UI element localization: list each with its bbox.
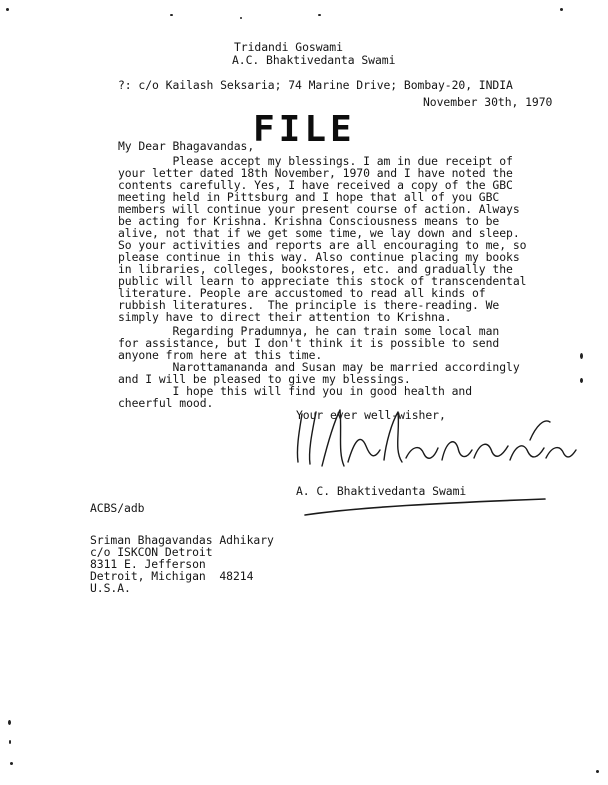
scan-speck [240, 17, 242, 19]
body-line: Narottamananda and Susan may be married accordingly [118, 360, 520, 374]
body-line: for assistance, but I don't think it is possible to send [118, 336, 500, 350]
recipient-line: 8311 E. Jefferson [90, 557, 206, 571]
scan-speck [10, 762, 13, 765]
salutation: My Dear Bhagavandas, [118, 139, 255, 153]
scan-speck [560, 8, 563, 11]
body-line: and I will be pleased to give my blessings. [118, 372, 411, 386]
recipient-line: U.S.A. [90, 581, 131, 595]
body-line: meeting held in Pittsburg and I hope that all of you GBC [118, 190, 500, 204]
file-stamp: FILE [253, 109, 356, 150]
closing: Your ever well-wisher, [296, 408, 446, 422]
body-line: Regarding Pradumnya, he can train some local man [118, 324, 500, 338]
signature-name: A. C. Bhaktivedanta Swami [296, 484, 467, 498]
body-line: alive, not that if we get some time, we lay down and sleep. [118, 226, 520, 240]
body-line: members will continue your present course of action. Always [118, 202, 520, 216]
scan-speck [170, 14, 173, 16]
body-line: in libraries, colleges, bookstores, etc. and gradually the [118, 262, 513, 276]
scan-speck [580, 378, 583, 383]
recipient-line: c/o ISKCON Detroit [90, 545, 213, 559]
body-line: please continue in this way. Also continue placing my books [118, 250, 520, 264]
scan-speck [318, 14, 321, 16]
scan-speck [9, 740, 11, 744]
scan-speck [6, 8, 9, 11]
scan-speck [8, 720, 11, 725]
body-line: public will learn to appreciate this stock of transcendental [118, 274, 527, 288]
letterhead-line-2: A.C. Bhaktivedanta Swami [232, 53, 396, 67]
body-line: contents carefully. Yes, I have received a copy of the GBC [118, 178, 513, 192]
body-line: I hope this will find you in good health and [118, 384, 473, 398]
recipient-line: Detroit, Michigan 48214 [90, 569, 254, 583]
body-line: your letter dated 18th November, 1970 and I have noted the [118, 166, 513, 180]
body-line: simply have to direct their attention to Krishna. [118, 310, 452, 324]
recipient-line: Sriman Bhagavandas Adhikary [90, 533, 274, 547]
body-line: So your activities and reports are all encouraging to me, so [118, 238, 527, 252]
letter-date: November 30th, 1970 [423, 95, 553, 109]
scan-speck [580, 353, 583, 359]
body-line: literature. People are accustomed to read all kinds of [118, 286, 486, 300]
letterhead-line-1: Tridandi Goswami [234, 40, 343, 54]
sender-address: ?: c/o Kailash Seksaria; 74 Marine Drive; Bombay-20, INDIA [118, 78, 513, 92]
body-line: anyone from here at this time. [118, 348, 323, 362]
body-line: Please accept my blessings. I am in due receipt of [118, 154, 513, 168]
scan-speck [596, 770, 599, 773]
signature-underline [300, 497, 550, 521]
handwritten-signature [288, 402, 578, 482]
body-line: rubbish literatures. The principle is there-reading. We [118, 298, 500, 312]
body-line: cheerful mood. [118, 396, 214, 410]
body-line: be acting for Krishna. Krishna Consciousness means to be [118, 214, 500, 228]
initials: ACBS/adb [90, 501, 145, 515]
